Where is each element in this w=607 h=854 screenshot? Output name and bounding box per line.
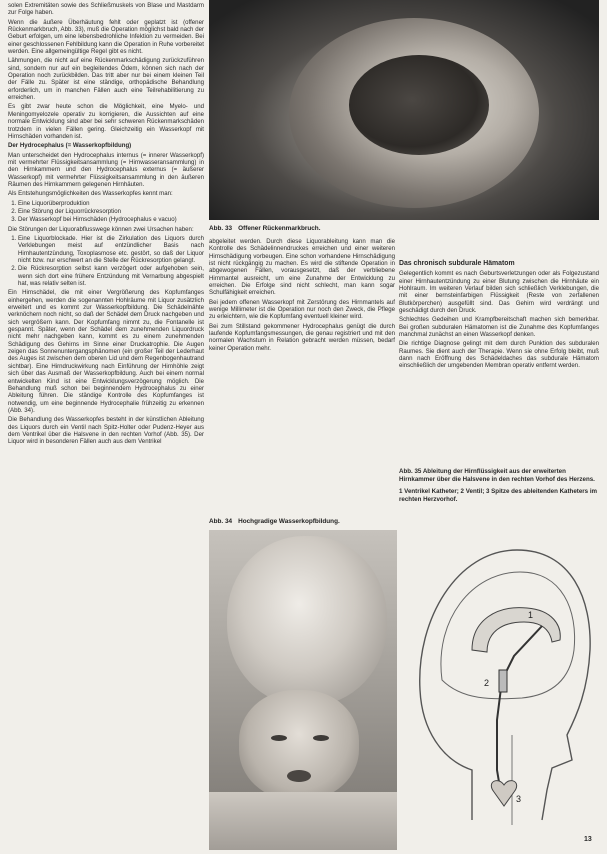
middle-text-column bbox=[209, 238, 395, 354]
heart-shape bbox=[491, 781, 516, 806]
paragraph: Schlechtes Gedeihen und Krampfbereitschaft machen sich bemerkbar. Bei großen subduralen Hämatomen ist die Zunahme des Kopfumfanges manchmal zunächst an einen Wasserkopf denken. bbox=[399, 316, 599, 339]
mouth bbox=[287, 770, 311, 782]
label-3: 3 bbox=[516, 794, 522, 804]
list-item: 2. Eine Störung der Liquorrückresorption bbox=[18, 208, 204, 215]
paragraph: Bei zum Stillstand gekommener Hydrocephalus genügt die durch laufende Kopfumfangsmessungen, die genau registriert und mit den normalen Wachstum in Relation gebracht werden müssen, bedarf keiner Operation mehr. bbox=[209, 322, 395, 352]
figure-caption-34 bbox=[209, 518, 340, 525]
caption-number: Abb. 34 bbox=[209, 518, 233, 525]
caption-number: Abb. 33 bbox=[209, 225, 233, 232]
eye bbox=[271, 735, 287, 741]
label-1: 1 bbox=[528, 610, 534, 620]
list-item: 1. Eine Liquorblockade. Hier ist die Zirkulation des Liquors durch Verklebungen meist auf entzündlicher Basis nach Hirnhautentzündung, Toxoplasmose etc. gestört, so daß der Liquor nicht bzw. nur erschwert an die Stelle der Rückresorption gelangt. bbox=[18, 235, 204, 264]
paragraph: Gelegentlich kommt es nach Geburtsverletzungen oder als Folgezustand einer Hirnhautentzündung zu einer Blutung zwischen die Hirnhäute ein Hohlraum. Im weiteren Verlauf bilden sich schließlich Verklebungen, die mit einer bernsteinfarbigen Flüssigkeit (Reste von zerfallenen Blutkörperchen) ausgefüllt sind. Das Gehirn wird verdrängt und geschädigt durch den Druck. bbox=[399, 270, 599, 315]
ventricle-shape bbox=[472, 608, 560, 652]
body bbox=[209, 792, 397, 850]
list-item: 2. Die Rückresorption selbst kann verzögert oder aufgehoben sein, wenn sich dort eine frühere Entzündung mit Vernarbung abgespielt hat, was relativ selten ist. bbox=[18, 265, 204, 287]
paragraph: Wenn die äußere Überhäutung fehlt oder geplatzt ist (offener Rückenmarkbruch, Abb. 33), muß die Operation möglichst bald nach der Geburt erfolgen, um eine lebensbedrohliche Infektion zu vermeiden. Bei einer geschlossenen Fehlbildung kann die Operation in Ruhe vorbereitet werden. Eine allgemeingültige Regel gibt es nicht. bbox=[8, 18, 204, 56]
face bbox=[239, 690, 359, 800]
left-text-column bbox=[8, 2, 204, 448]
paragraph: Es gibt zwar heute schon die Möglichkeit, eine Myelo- und Meningomyelozele operativ zu korrigieren, die Aussichten auf eine normale Entwicklung sind aber bei sehr schweren Rückenmarkschäden trotzdem in vielen Fällen gering. Gleichzeitig ein Wasserkopf mit Hirnschäden vorhanden ist. bbox=[8, 103, 204, 140]
paragraph: Die richtige Diagnose gelingt mit dem durch Punktion des subduralen Raumes. Sie dient auch der Therapie. Wenn sie ohne Erfolg bleibt, muß dann nach Eröffnung des Schädeldaches das subdurale Hämatom einschließlich der umgebenden Membran operativ entfernt werden. bbox=[399, 340, 599, 370]
shunt-diagram bbox=[402, 530, 598, 830]
caption-text: Hochgradige Wasserkopfbildung. bbox=[238, 518, 340, 525]
list-item: 1. Eine Liquorüberproduktion bbox=[18, 200, 204, 207]
valve-shape bbox=[499, 670, 507, 692]
section-heading: Der Hydrocephalus (= Wasserkopfbildung) bbox=[8, 142, 132, 150]
paragraph: Lähmungen, die nicht auf eine Rückenmarkschädigung zurückzuführen sind, sondern nur auf ein begleitendes Ödem, können sich nach der Operation noch zurückbilden. Das tritt aber nur bei einem kleinen Teil der Fälle zu. Später ist eine ständige, orthopädische Behandlung erforderlich, um in manchen Fällen auch eine Teilrehabilitierung zu erreichen. bbox=[8, 57, 204, 102]
paragraph: Ein Hirnschädel, die mit einer Vergrößerung des Kopfumfanges einhergehen, werden die sogenannten Hohlräume mit Liquor zusätzlich erweitert und es kommt zur Wasserkopfbildung. Die Schädelnähte verknöchern noch nicht, so daß der Schädel dem Druck nachgeben und sich vergrößern kann. Der Kopfumfang nimmt zu, die Fontanelle ist gespannt. Später, wenn der Schädel dem zunehmenden Liquordruck nicht mehr nachgeben kann, kommt es zu einem zunehmenden Schädigung des Gehirns im Sinne einer Druckatrophie. Die Augen zeigen das Sonnenuntergangsphänomen (ein großer Teil der Lederhaut des Auges ist zwischen dem oberen Lid und dem Regenbogenhautrand sichtbar). Eine Hirndruckwirkung nach Einführung der Hirnhöhle zeigt sich über das Ausmaß der Wasserkopfbildung. Auch bei einem normal entwickelten Kind ist eine Entwicklungsverzögerung möglich. Die Behandlung muß schon bei beginnendem Hydrocephalus zu einer Ableitung führen. Die ständige Kontrolle des Kopfumfanges ist notwendig, um eine beginnende Hydrocephalie frühzeitig zu erkennen (Abb. 34). bbox=[8, 289, 204, 414]
right-text-column bbox=[399, 260, 599, 372]
paragraph: Man unterscheidet den Hydrocephalus internus (= innerer Wasserkopf) mit vermehrter Flüssigkeitsansammlung (= Hirnwasseransammlung) in den Hirnkammern und den Hydrocephalus externus (= äußerer Wasserkopf) mit vermehrter Flüssigkeitsansammlung in den äußeren Räumen des Hirnkammern gelegenen Hirnhäuten. bbox=[8, 151, 204, 188]
page-number: 13 bbox=[584, 836, 592, 843]
catheter-line bbox=[497, 626, 542, 800]
figure-caption-33 bbox=[209, 225, 321, 232]
figure-caption-35 bbox=[399, 468, 599, 508]
paragraph: solen Extremitäten sowie des Schließmuskels von Blase und Mastdarm zur Folge haben. bbox=[8, 2, 204, 17]
paragraph: Als Entstehungsmöglichkeiten des Wasserkopfes kennt man: bbox=[8, 190, 173, 198]
paragraph: Bei jedem offenen Wasserkopf mit Zerstörung des Hirnmantels auf wenige Millimeter ist die Operation nur noch den Zweck, die Pflege zu erleichtern, wie die Kopfumfang eventuell kleiner wird. bbox=[209, 298, 395, 321]
paragraph: Die Störungen der Liquorabflusswege können zwei Ursachen haben: bbox=[8, 225, 194, 233]
eye bbox=[313, 735, 329, 741]
paragraph: Die Behandlung des Wasserkopfes besteht in der künstlichen Ableitung des Liquors durch ein Ventil nach Spitz-Holter oder Pudenz-Heyer aus dem Ventrikel über die Halsvene in den rechten Vorhof (Abb. 35). Der Liquor wird in besonderen Fällen auch aus dem Ventrikel bbox=[8, 416, 204, 446]
enlarged-head bbox=[227, 536, 387, 706]
caption-text: Abb. 35 Ableitung der Hirnflüssigkeit aus der erweiterten Hirnkammer über die Halsvene in den rechten Vorhof des Herzens. bbox=[399, 468, 595, 483]
disorders-list bbox=[18, 235, 204, 287]
list-item: 3. Der Wasserkopf bei Hirnschäden (Hydrocephalus e vacuo) bbox=[18, 216, 204, 223]
causes-list bbox=[18, 200, 204, 224]
lesion-core bbox=[349, 55, 489, 155]
paragraph: abgeleitet werden. Durch diese Liquorableitung kann man die Kontrolle des Schädelinnendruckes erreichen und einer weiteren Hirnschädigung vorbeugen. Eine schon vorhandene Hirnschädigung ist nicht rückgängig zu machen. Es wird die stiftende Operation in abgewogenen Fällen, vorausgesetzt, daß der verbliebene Hirnmantel ausreicht, um eine Zunahme der Entwicklung zu erreichen. Die Erfolge sind nicht schlecht, man kann sogar Schulfähigkeit erreichen. bbox=[209, 238, 395, 297]
label-2: 2 bbox=[484, 678, 490, 688]
photo-hydrocephalus-child bbox=[209, 530, 397, 850]
photo-open-spinal-lesion bbox=[209, 0, 599, 220]
section-heading: Das chronisch subdurale Hämatom bbox=[399, 260, 515, 267]
caption-text: Offener Rückenmarkbruch. bbox=[238, 225, 321, 232]
caption-legend: 1 Ventrikel Katheter; 2 Ventil; 3 Spitze des ableitenden Katheters im rechten Herzvorhof. bbox=[399, 488, 598, 503]
